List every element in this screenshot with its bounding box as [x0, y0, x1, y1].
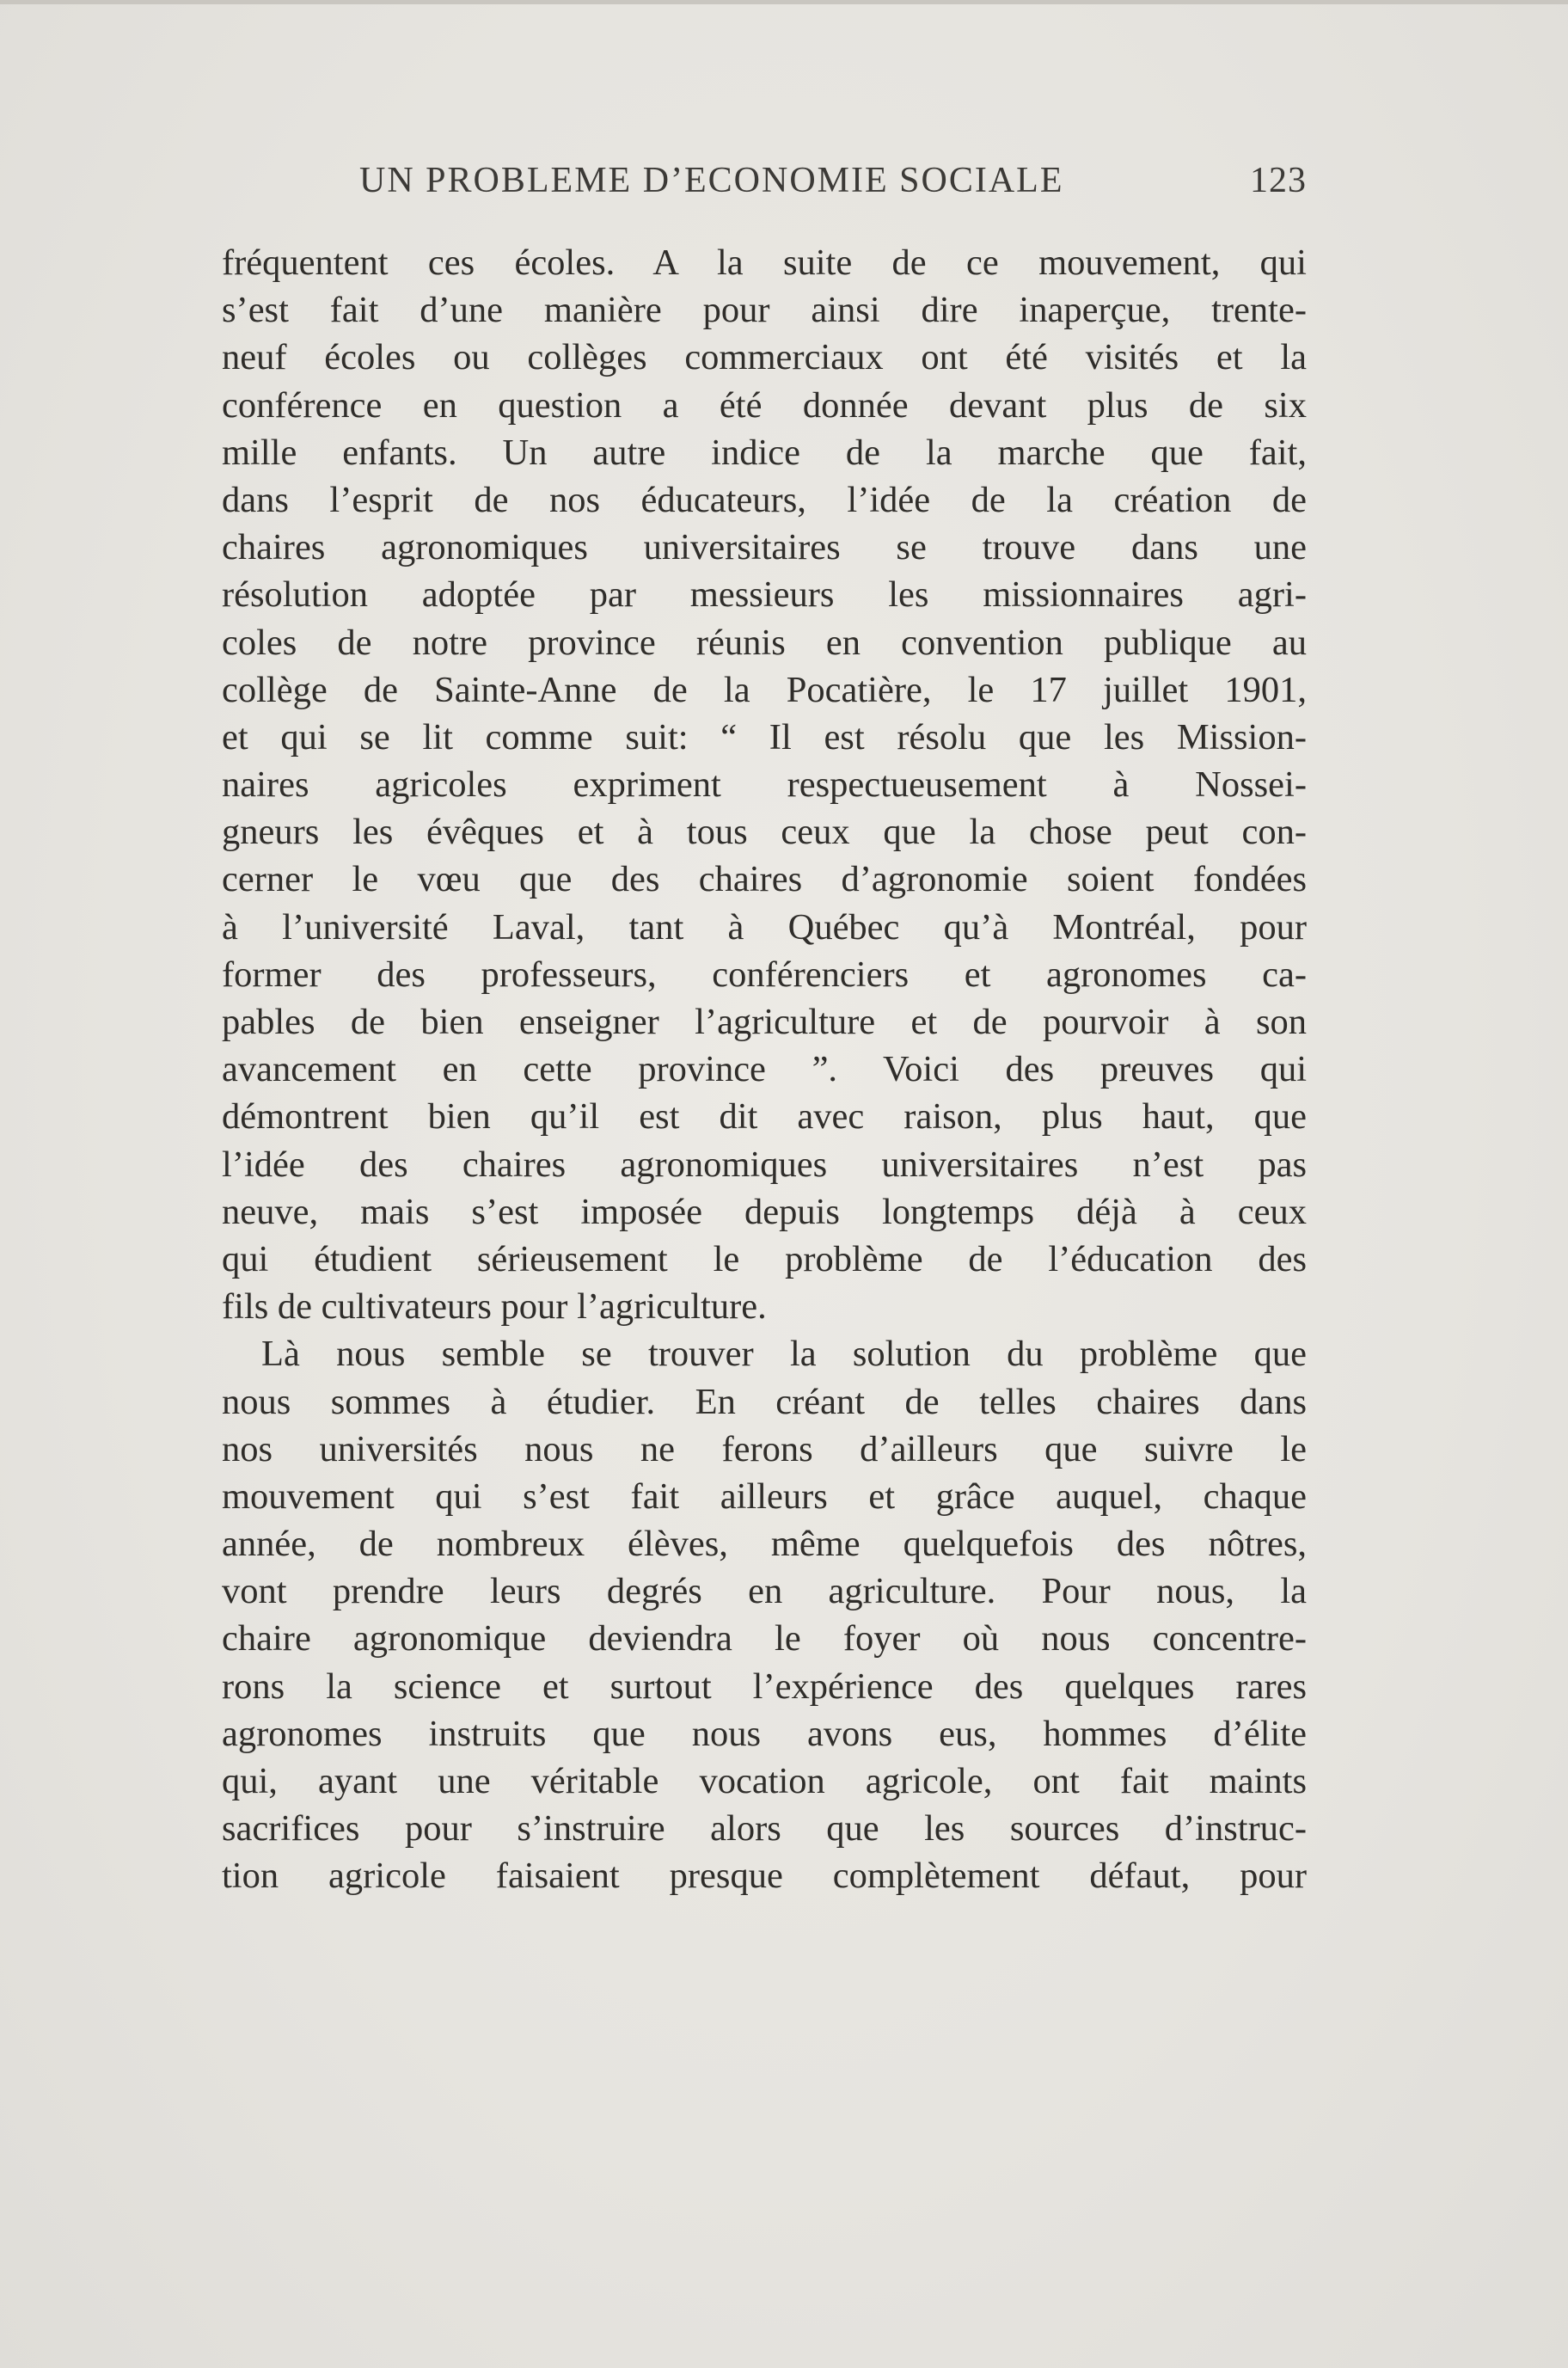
text-line: sacrifices pour s’instruire alors que les sources d’instruc- — [222, 1808, 1307, 1850]
paragraph-2 — [222, 1330, 1307, 1899]
text-line: résolution adoptée par messieurs les missionnaires agri- — [222, 574, 1307, 616]
text-line: conférence en question a été donnée devant plus de six — [222, 384, 1307, 426]
text-line: à l’université Laval, tant à Québec qu’à Montréal, pour — [222, 906, 1307, 948]
text-line: naires agricoles expriment respectueusement à Nossei- — [222, 764, 1307, 806]
text-line: tion agricole faisaient presque complètement défaut, pour — [222, 1856, 1307, 1897]
paragraph-1 — [222, 239, 1307, 1330]
text-line: année, de nombreux élèves, même quelquefois des nôtres, — [222, 1524, 1307, 1565]
text-line: dans l’esprit de nos éducateurs, l’idée de la création de — [222, 479, 1307, 520]
text-line: gneurs les évêques et à tous ceux que la chose peut con- — [222, 812, 1307, 853]
text-line: fils de cultivateurs pour l’agriculture. — [222, 1286, 767, 1328]
text-line: avancement en cette province ”. Voici des preuves qui — [222, 1049, 1307, 1090]
text-line: chaires agronomiques universitaires se trouve dans une — [222, 527, 1307, 568]
text-line: agronomes instruits que nous avons eus, hommes d’élite — [222, 1713, 1307, 1754]
text-line: l’idée des chaires agronomiques universitaires n’est pas — [222, 1144, 1307, 1185]
text-line: coles de notre province réunis en convention publique au — [222, 622, 1307, 663]
text-line: neuf écoles ou collèges commerciaux ont été visités et la — [222, 337, 1307, 378]
text-line: nous sommes à étudier. En créant de telles chaires dans — [222, 1381, 1307, 1422]
text-line: mouvement qui s’est fait ailleurs et grâce auquel, chaque — [222, 1475, 1307, 1517]
text-line: former des professeurs, conférenciers et agronomes ca- — [222, 954, 1307, 995]
text-line: qui, ayant une véritable vocation agricole, ont fait maints — [222, 1761, 1307, 1801]
text-line: démontrent bien qu’il est dit avec raison, plus haut, que — [222, 1096, 1307, 1138]
running-title: UN PROBLEME D’ECONOMIE SOCIALE — [359, 161, 1064, 200]
text-line: fréquentent ces écoles. A la suite de ce mouvement, qui — [222, 242, 1307, 283]
text-line: neuve, mais s’est imposée depuis longtemps déjà à ceux — [222, 1191, 1307, 1232]
text-line: nos universités nous ne ferons d’ailleurs que suivre le — [222, 1428, 1307, 1469]
text-line: mille enfants. Un autre indice de la marche que fait, — [222, 432, 1307, 473]
text-line: collège de Sainte-Anne de la Pocatière, le 17 juillet 1901, — [222, 669, 1307, 710]
text-line: vont prendre leurs degrés en agriculture. Pour nous, la — [222, 1571, 1307, 1612]
text-line: cerner le vœu que des chaires d’agronomie soient fondées — [222, 859, 1307, 900]
text-line: qui étudient sérieusement le problème de l’éducation des — [222, 1238, 1307, 1279]
text-line: et qui se lit comme suit: “ Il est résolu que les Mission- — [222, 716, 1307, 758]
page-number: 123 — [1250, 161, 1307, 200]
text-line: chaire agronomique deviendra le foyer où nous concentre- — [222, 1618, 1307, 1659]
text-line: Là nous semble se trouver la solution du problème que — [261, 1334, 1307, 1375]
text-line: s’est fait d’une manière pour ainsi dire inaperçue, trente- — [222, 290, 1307, 331]
running-head — [222, 160, 1307, 212]
page-top-edge — [0, 0, 1568, 4]
body-text — [222, 239, 1307, 1900]
text-line: rons la science et surtout l’expérience des quelques rares — [222, 1666, 1307, 1707]
text-line: pables de bien enseigner l’agriculture et de pourvoir à son — [222, 1002, 1307, 1042]
